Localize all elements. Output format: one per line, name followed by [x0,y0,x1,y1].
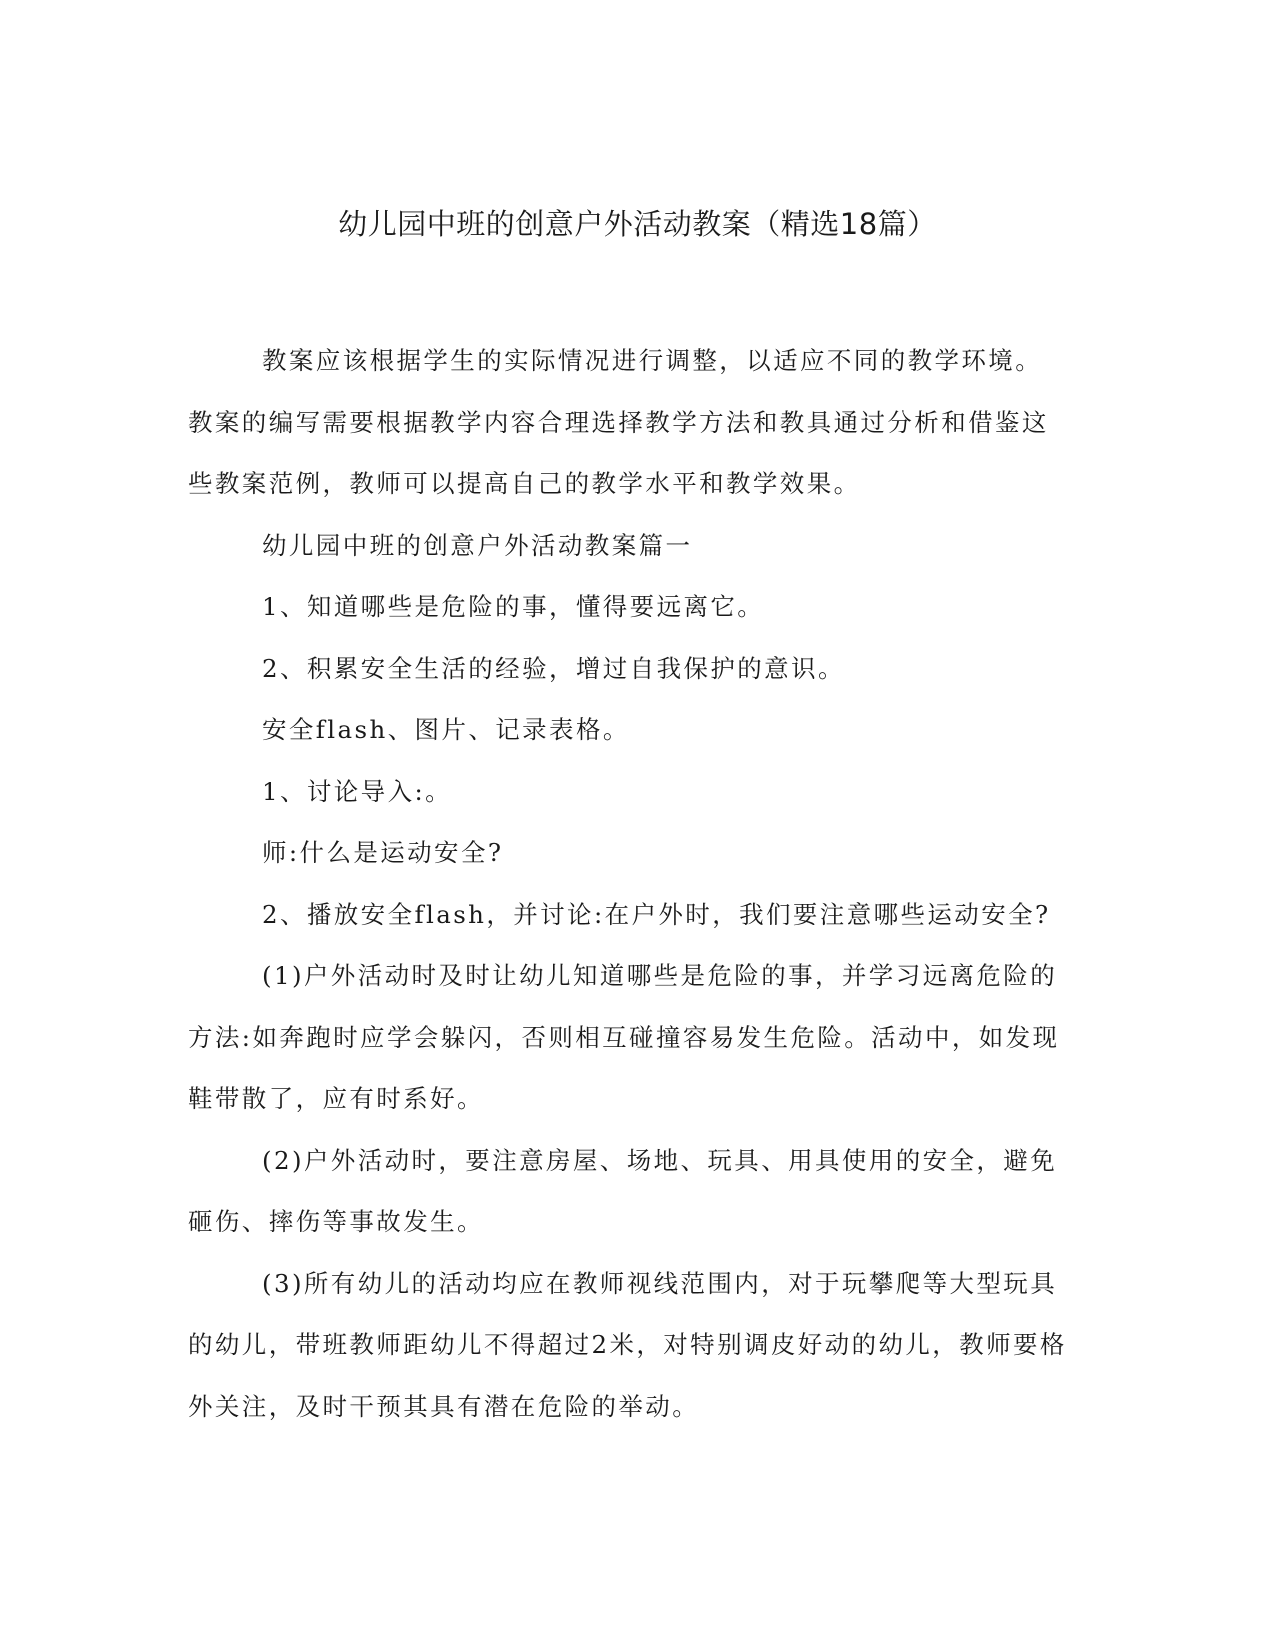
document-body [188,330,1068,1437]
paragraph-step-1: 1、讨论导入:。 [262,776,453,806]
paragraph-goal-2: 2、积累安全生活的经验，增过自我保护的意识。 [262,653,845,683]
paragraph-goal-1: 1、知道哪些是危险的事，懂得要远离它。 [262,592,765,621]
paragraph-intro: 教案应该根据学生的实际情况进行调整，以适应不同的教学环境。教案的编写需要根据教学内容合理选择教学方法和教具通过分析和借鉴这些教案范例，教师可以提高自己的教学水平和教学效果。 [188,346,1049,498]
paragraph-section-heading: 幼儿园中班的创意户外活动教案篇一 [262,530,693,560]
paragraph-teacher-question: 师:什么是运动安全? [262,838,504,867]
paragraph-point-1: (1)户外活动时及时让幼儿知道哪些是危险的事，并学习远离危险的方法:如奔跑时应学会躲闪，否则相互碰撞容易发生危险。活动中，如发现鞋带散了，应有时系好。 [188,961,1060,1113]
paragraph-point-3: (3)所有幼儿的活动均应在教师视线范围内，对于玩攀爬等大型玩具的幼儿，带班教师距幼儿不得超过2米，对特别调皮好动的幼儿，教师要格外关注，及时干预其具有潜在危险的举动。 [188,1268,1067,1421]
paragraph-materials: 安全flash、图片、记录表格。 [262,715,630,744]
paragraph-point-2: (2)户外活动时，要注意房屋、场地、玩具、用具使用的安全，避免砸伤、摔伤等事故发生。 [188,1145,1058,1236]
document-title: 幼儿园中班的创意户外活动教案（精选18篇） [338,207,937,241]
paragraph-step-2: 2、播放安全flash，并讨论:在户外时，我们要注意哪些运动安全? [262,899,1051,929]
